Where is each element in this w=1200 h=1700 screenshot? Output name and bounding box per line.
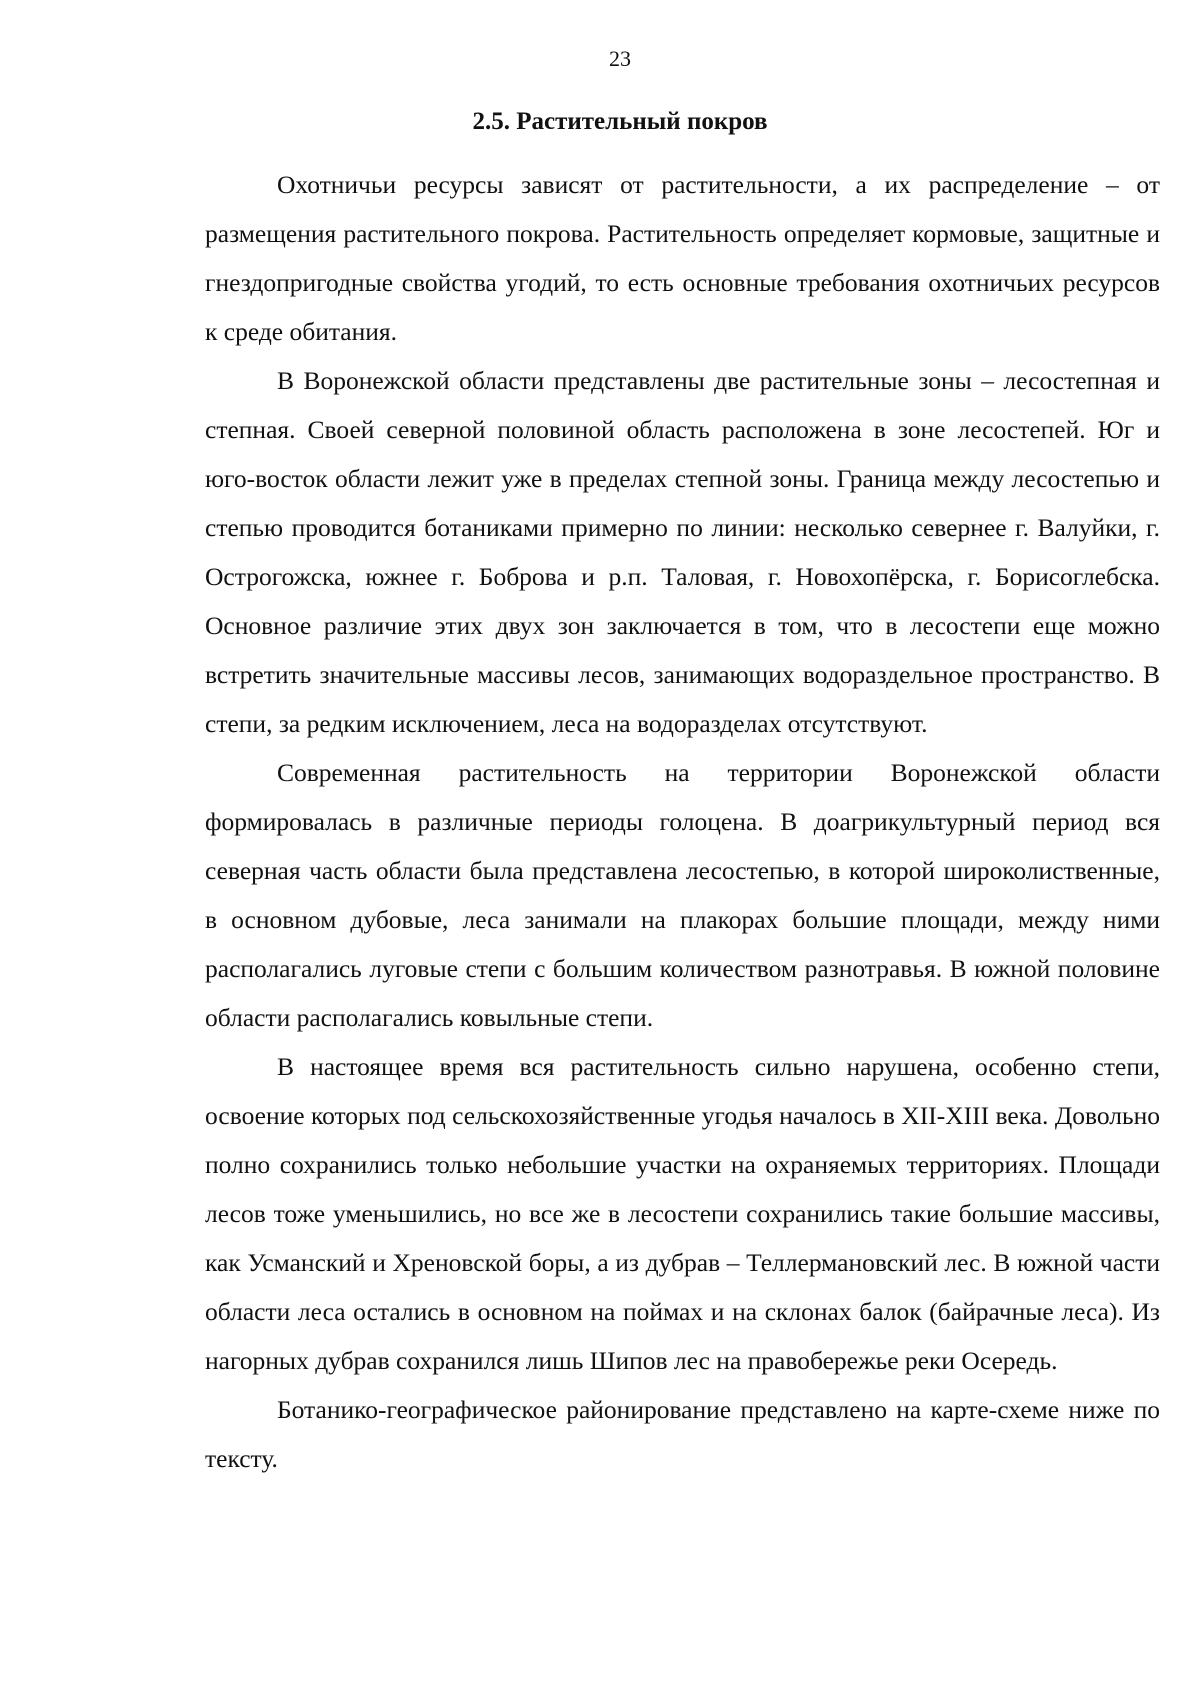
paragraph-1: Охотничьи ресурсы зависят от растительности, а их распределение – от размещения растительного покрова. Растительность определяет кормовые, защитные и гнездопригодные свойства угодий, то есть основные требования охотничьих ресурсов к среде обитания. xyxy=(205,170,1160,346)
paragraph-2: В Воронежской области представлены две растительные зоны – лесостепная и степная. Своей северной половиной область расположена в зоне лесостепей. Юг и юго-восток области лежит уже в пределах степной зоны. Граница между лесостепью и степью проводится ботаниками примерно по линии: несколько севернее г. Валуйки, г. Острогожска, южнее г. Боброва и р.п. Таловая, г. Новохопёрска, г. Борисоглебска. Основное различие этих двух зон заключается в том, что в лесостепи еще можно встретить значительные массивы лесов, занимающих водораздельное пространство. В степи, за редким исключением, леса на водоразделах отсутствуют. xyxy=(205,366,1160,738)
section-title: 2.5. Растительный покров xyxy=(472,108,768,135)
paragraph-4: В настоящее время вся растительность сильно нарушена, особенно степи, освоение которых под сельскохозяйственные угодья началось в XII-XIII века. Довольно полно сохранились только небольшие участки на охраняемых территориях. Площади лесов тоже уменьшились, но все же в лесостепи сохранились такие большие массивы, как Усманский и Хреновской боры, а из дубрав – Теллермановский лес. В южной части области леса остались в основном на поймах и на склонах балок (байрачные леса). Из нагорных дубрав сохранился лишь Шипов лес на правобережье реки Осередь. xyxy=(205,1052,1160,1375)
paragraph-5: Ботанико-географическое районирование представлено на карте-схеме ниже по тексту. xyxy=(205,1395,1160,1473)
paragraph-3: Современная растительность на территории Воронежской области формировалась в различные периоды голоцена. В доагрикультурный период вся северная часть области была представлена лесостепью, в которой широколиственные, в основном дубовые, леса занимали на плакорах большие площади, между ними располагались луговые степи с большим количеством разнотравья. В южной половине области располагались ковыльные степи. xyxy=(205,758,1160,1032)
body-text xyxy=(205,160,1160,1483)
page-number: 23 xyxy=(609,46,631,71)
